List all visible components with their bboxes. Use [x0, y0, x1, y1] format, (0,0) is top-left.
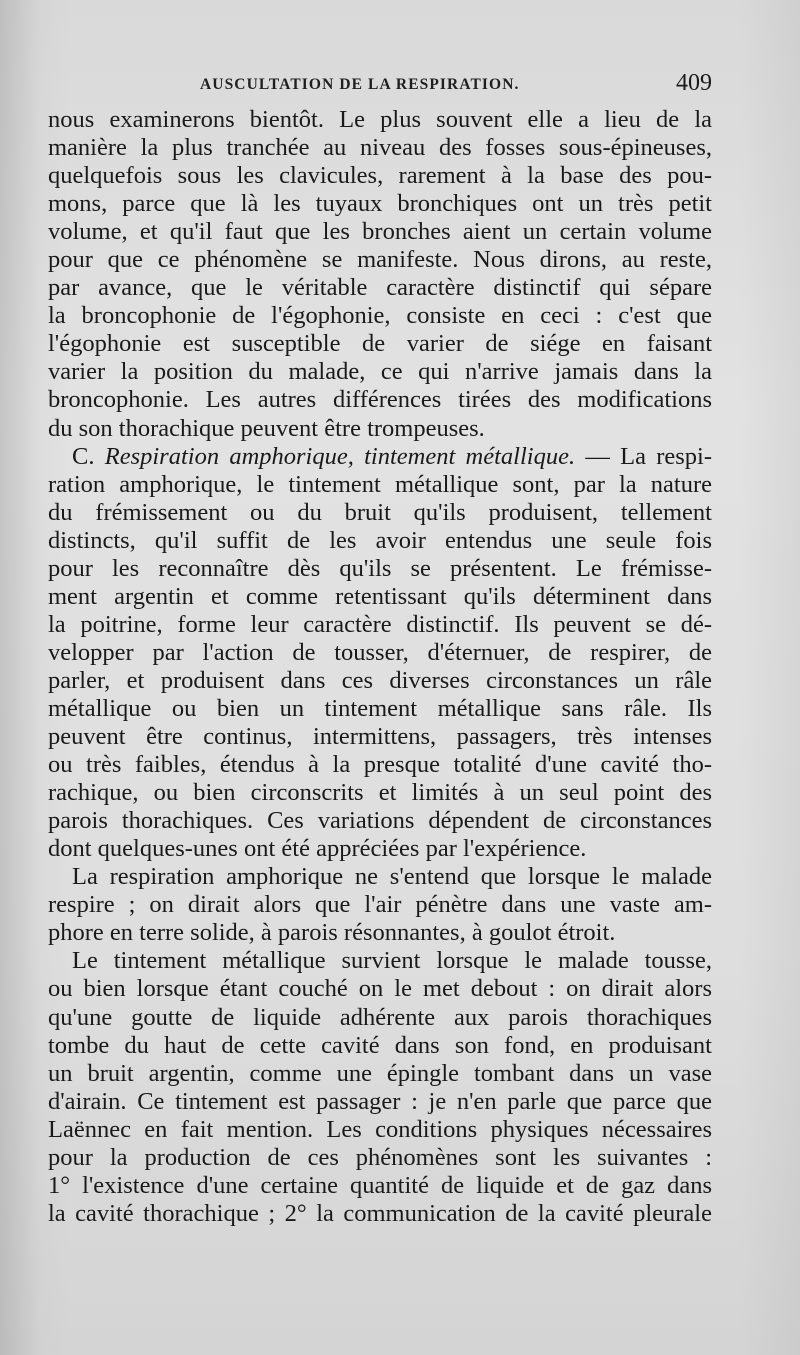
text-line: métallique ou bien un tintement métallique sans râle. Ils [48, 694, 712, 722]
text-line: distincts, qu'il suffit de les avoir entendus une seule fois [48, 526, 712, 554]
text-line: pour la production de ces phénomènes sont les suivantes : [48, 1143, 712, 1171]
section-first-line-rest: — La respi- [575, 442, 713, 470]
text-line: du son thorachique peuvent être trompeuses. [48, 414, 485, 442]
section-label: C. [72, 442, 105, 470]
page-number: 409 [676, 70, 712, 96]
body-text [48, 106, 712, 1228]
text-line: respire ; on dirait alors que l'air pénètre dans une vaste am- [48, 891, 712, 919]
page-header [200, 70, 712, 106]
text-line: un bruit argentin, comme une épingle tombant dans un vase [48, 1059, 712, 1087]
text-line: phore en terre solide, à parois résonnantes, à goulot étroit. [48, 919, 616, 947]
text-line: du frémissement ou du bruit qu'ils produisent, tellement [48, 498, 712, 526]
text-line: rachique, ou bien circonscrits et limités à un seul point des [48, 779, 712, 807]
text-line: velopper par l'action de tousser, d'éternuer, de respirer, de [48, 638, 712, 666]
text-line: la poitrine, forme leur caractère distinctif. Ils peuvent se dé- [48, 610, 712, 638]
text-line: qu'une goutte de liquide adhérente aux parois thorachiques [48, 1003, 712, 1031]
text-line: Laënnec en fait mention. Les conditions physiques nécessaires [48, 1115, 712, 1143]
text-line: pour les reconnaître dès qu'ils se présentent. Le frémisse- [48, 554, 712, 582]
text-line: pour que ce phénomène se manifeste. Nous dirons, au reste, [48, 246, 712, 274]
section-title: Respiration amphorique, tintement métallique. [104, 442, 576, 470]
text-line: la broncophonie de l'égophonie, consiste en ceci : c'est que [48, 302, 712, 330]
running-head: AUSCULTATION DE LA RESPIRATION. [200, 76, 520, 93]
text-line: Le tintement métallique survient lorsque le malade tousse, [72, 947, 712, 975]
text-line: dont quelques-unes ont été appréciées par l'expérience. [48, 835, 587, 863]
text-line: ration amphorique, le tintement métallique sont, par la nature [48, 470, 712, 498]
text-line: 1° l'existence d'une certaine quantité de liquide et de gaz dans [48, 1171, 712, 1199]
text-line: ou très faibles, étendus à la presque totalité d'une cavité tho- [48, 751, 712, 779]
text-line: tombe du haut de cette cavité dans son fond, en produisant [48, 1031, 712, 1059]
text-line: parler, et produisent dans ces diverses circonstances un râle [48, 666, 712, 694]
text-line: d'airain. Ce tintement est passager : je n'en parle que parce que [48, 1087, 712, 1115]
text-line: la cavité thorachique ; 2° la communication de la cavité pleurale [48, 1199, 712, 1227]
text-line: parois thorachiques. Ces variations dépendent de circonstances [48, 807, 712, 835]
text-line: l'égophonie est susceptible de varier de siége en faisant [48, 330, 712, 358]
text-line: mons, parce que là les tuyaux bronchiques ont un très petit [48, 190, 712, 218]
section-heading-line [48, 443, 712, 471]
text-line: nous examinerons bientôt. Le plus souvent elle a lieu de la [48, 106, 712, 133]
text-line: broncophonie. Les autres différences tirées des modifications [48, 386, 712, 414]
text-line: volume, et qu'il faut que les bronches aient un certain volume [48, 218, 712, 246]
text-line: par avance, que le véritable caractère distinctif qui sépare [48, 274, 712, 302]
text-line: La respiration amphorique ne s'entend que lorsque le malade [72, 863, 712, 891]
text-line: varier la position du malade, ce qui n'arrive jamais dans la [48, 358, 712, 386]
text-line: peuvent être continus, intermittens, passagers, très intenses [48, 723, 712, 751]
text-line: ou bien lorsque étant couché on le met debout : on dirait alors [48, 975, 712, 1003]
text-line: manière la plus tranchée au niveau des fosses sous-épineuses, [48, 134, 712, 162]
text-line: ment argentin et comme retentissant qu'ils déterminent dans [48, 582, 712, 610]
text-line: quelquefois sous les clavicules, rarement à la base des pou- [48, 162, 712, 190]
